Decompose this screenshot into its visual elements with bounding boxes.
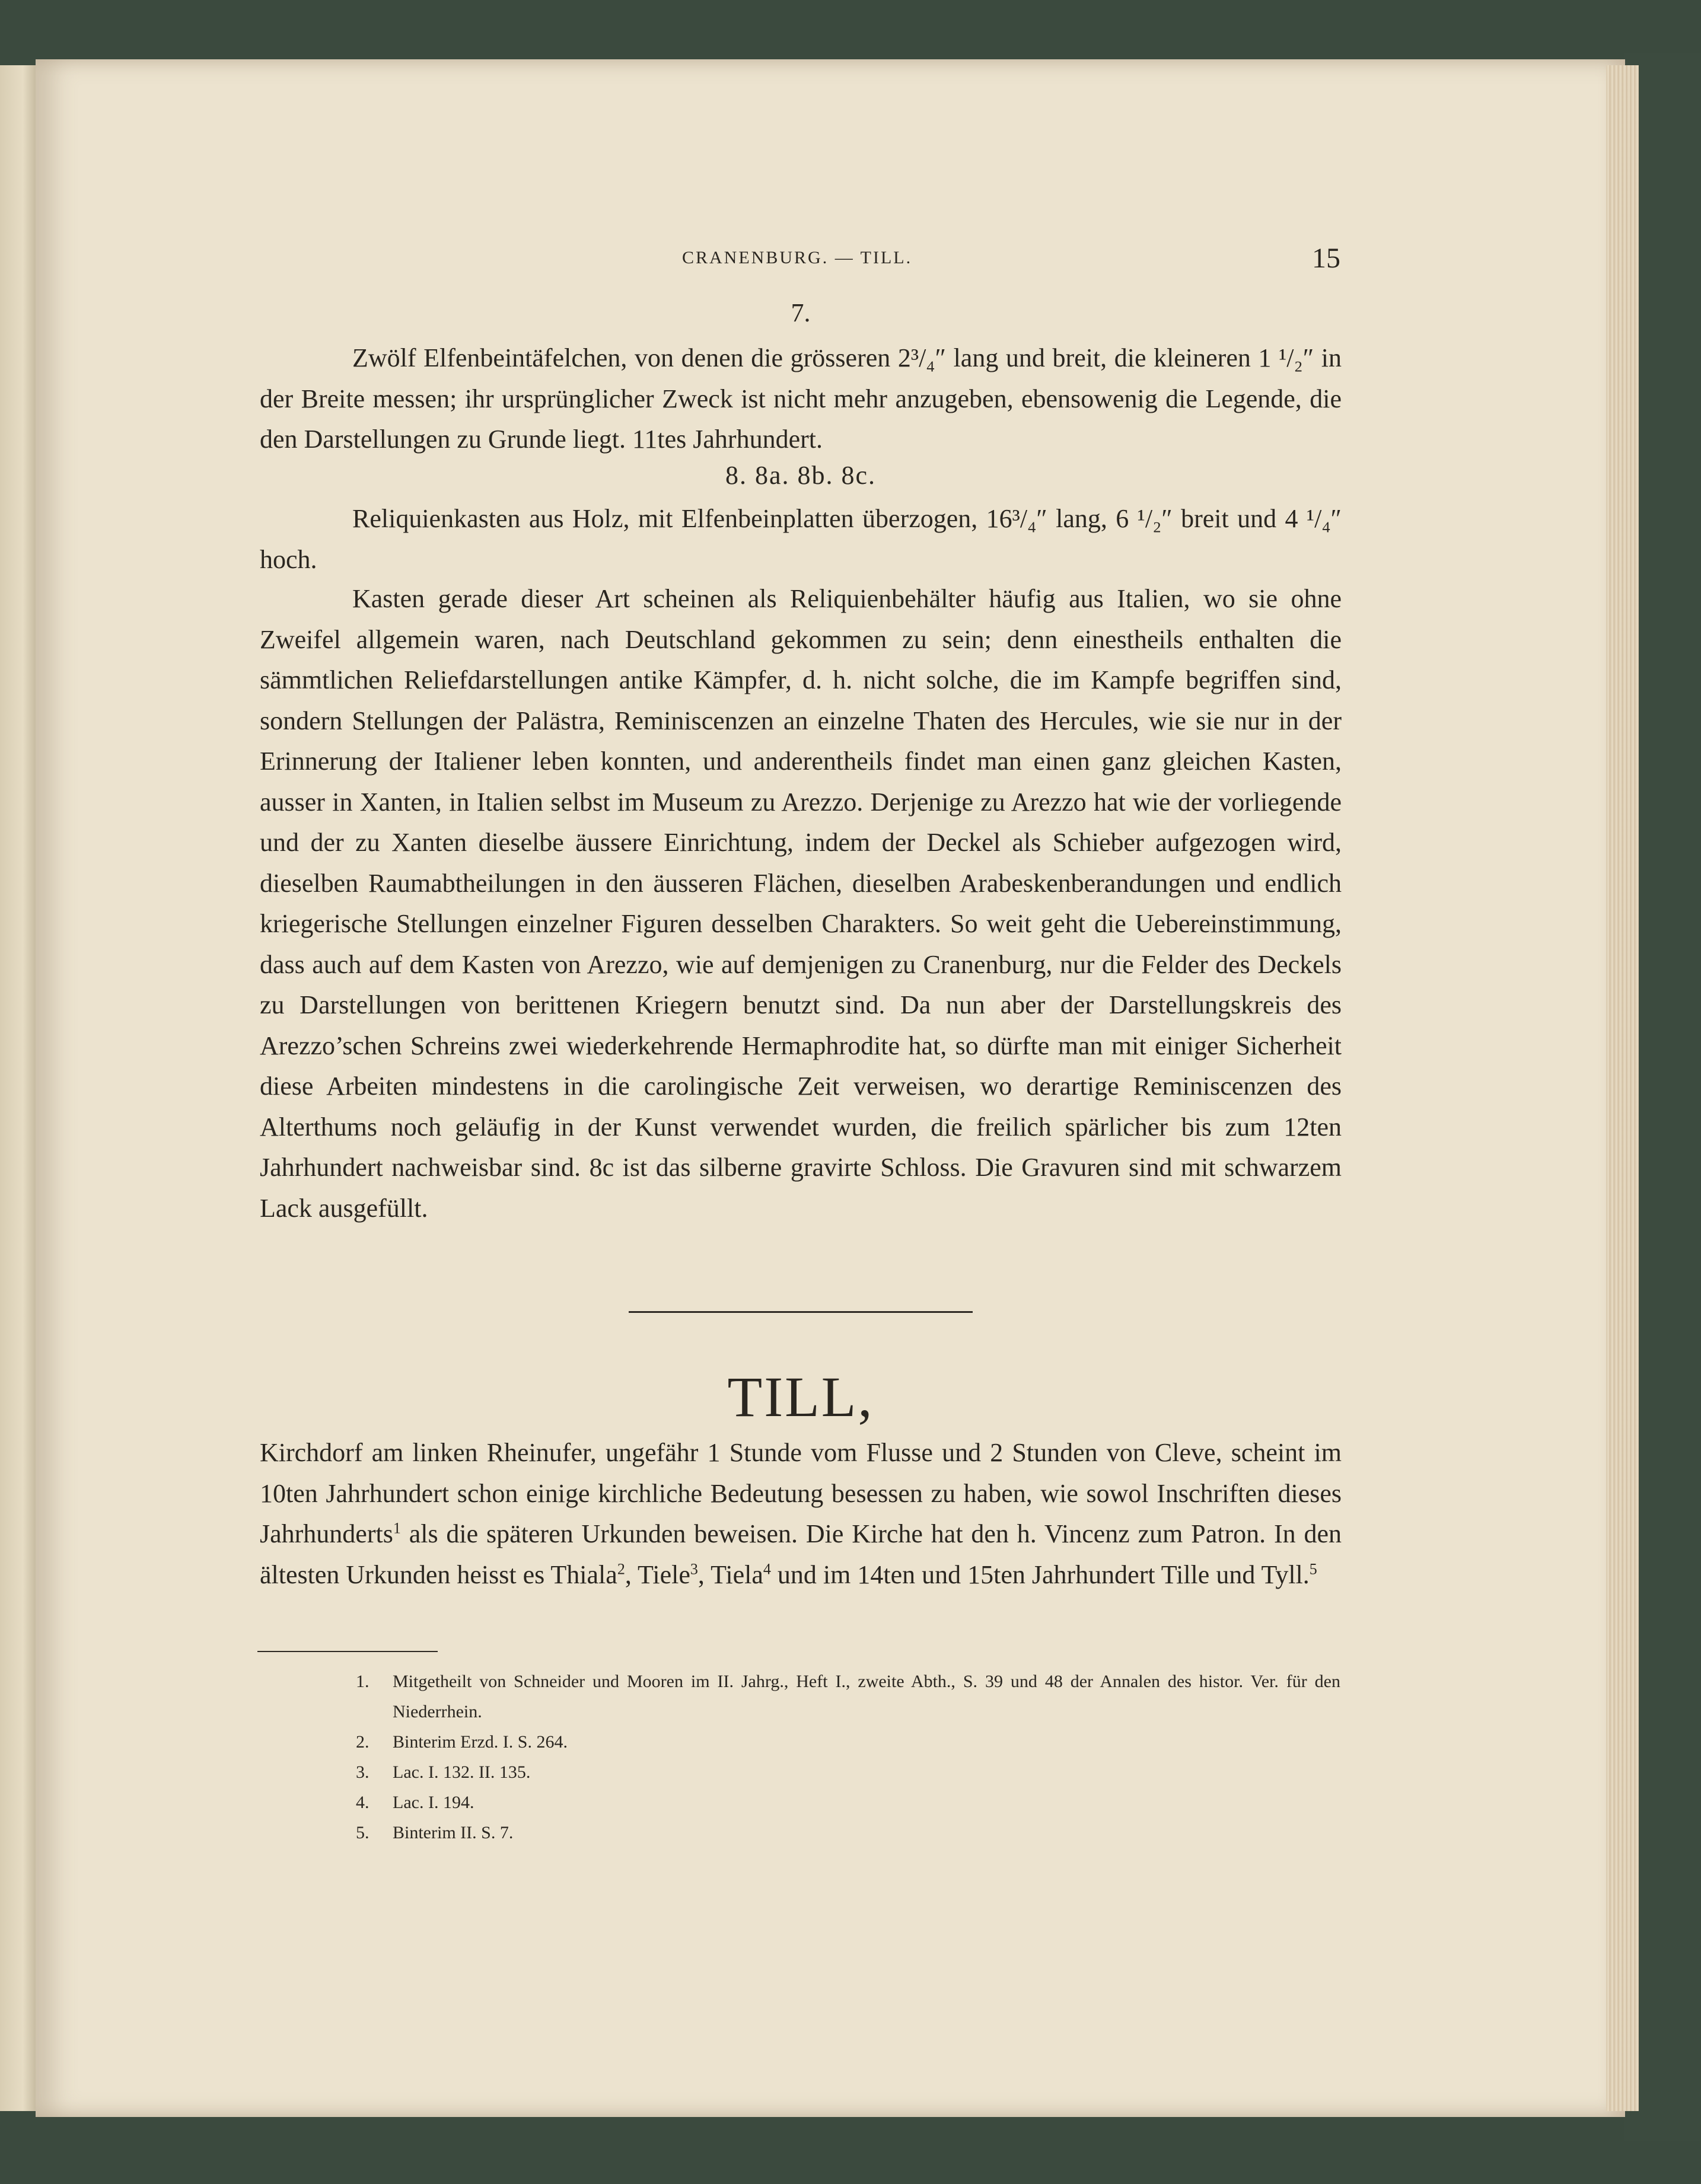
footnote xyxy=(356,1818,1340,1848)
footnote-ref-3[interactable]: 3 xyxy=(690,1560,698,1577)
footnote-number: 2. xyxy=(356,1732,369,1752)
running-head: CRANENBURG. — TILL. xyxy=(682,248,913,267)
entry-8-commentary: Kasten gerade dieser Art scheinen als Reliquienbehälter häufig aus Italien, wo sie ohne Zweifel allgemein waren, nach Deutschland gekommen zu sein; denn einestheils enthalten die sämmtlichen Reliefdarstellungen antike Kämpfer, d. h. nicht solche, die im Kampfe begriffen sind, sondern Stellungen der Palästra, Reminiscenzen an einzelne Thaten des Hercules, wie sie nur in der Erinnerung der Italiener leben konnten, und anderentheils findet man einen ganz gleichen Kasten, ausser in Xanten, in Italien selbst im Museum zu Arezzo. Derjenige zu Arezzo hat wie der vorliegende und der zu Xanten dieselbe äussere Einrichtung, indem der Deckel als Schieber aufgezogen wird, dieselben Raumabtheilungen in den äusseren Flächen, dieselben Arabeskenberandungen und endlich kriegerische Stellungen einzelner Figuren desselben Charakters. So weit geht die Uebereinstimmung, dass auch auf dem Kasten von Arezzo, wie auf demjenigen zu Cranenburg, nur die Felder des Deckels zu Darstellungen von berittenen Kriegern benutzt sind. Da nun aber der Darstellungskreis des Arezzo’schen Schreins zwei wiederkehrende Hermaphrodite hat, so dürfte man mit einiger Sicherheit diese Arbeiten mindestens in die carolingische Zeit verweisen, wo derartige Reminiscenzen des Alterthums noch geläufig in der Kunst verwendet wurden, die freilich spärlicher bis zum 12ten Jahrhundert nachweisbar sind. 8c ist das silberne gravirte Schloss. Die Gravuren sind mit schwarzem Lack ausgefüllt. xyxy=(260,584,1342,1223)
entry-8-text: Reliquienkasten aus Holz, mit Elfenbeinplatten überzogen, 16³/₄″ lang, 6 ¹/₂″ breit und 4 ¹/₄″ hoch. xyxy=(260,504,1342,574)
footnote-number: 3. xyxy=(356,1762,369,1782)
footnote-number: 5. xyxy=(356,1823,369,1842)
page-stack-edge xyxy=(1606,65,1639,2111)
footnote xyxy=(356,1727,1340,1757)
section-divider xyxy=(629,1311,973,1313)
footnote xyxy=(356,1666,1340,1727)
footnote xyxy=(356,1787,1340,1818)
footnotes xyxy=(356,1666,1340,1848)
footnote-ref-2[interactable]: 2 xyxy=(617,1560,625,1577)
section-text: Kirchdorf am linken Rheinufer, ungefähr 1 Stunde vom Flusse und 2 Stunden von Cleve, scheint im 10ten Jahrhundert schon einige kirchliche Bedeutung besessen zu haben, wie sowol Inschriften dieses Jahrhunderts$^1$ als die späteren Urkunden beweisen. Die Kirche hat den h. Vincenz zum Patron. In den ältesten Urkunden heisst es Thiala$^2$, Tiele$^3$, Tiela$^4$ und im 14ten und 15ten Jahrhundert Tille und Tyll.$^5$ xyxy=(260,1438,1342,1589)
footnote-ref-5[interactable]: 5 xyxy=(1309,1560,1317,1577)
entry-number-8: 8. 8a. 8b. 8c. xyxy=(725,461,877,490)
footnote-text: Binterim II. S. 7. xyxy=(393,1823,514,1842)
footnote-ref-1[interactable]: 1 xyxy=(393,1519,401,1537)
footnote-text: Lac. I. 194. xyxy=(393,1793,474,1812)
page-number: 15 xyxy=(1312,243,1340,274)
footnote-text: Binterim Erzd. I. S. 264. xyxy=(393,1732,568,1752)
footnote xyxy=(356,1757,1340,1787)
footnote-divider xyxy=(257,1651,438,1652)
footnote-text: Mitgetheilt von Schneider und Mooren im II. Jahrg., Heft I., zweite Abth., S. 39 und 48 der Annalen des histor. Ver. für den Niederrhein. xyxy=(393,1672,1340,1721)
footnote-number: 1. xyxy=(356,1672,369,1691)
entry-7-text: Zwölf Elfenbeintäfelchen, von denen die grösseren 2³/₄″ lang und breit, die kleineren 1 ¹/₂″ in der Breite messen; ihr ursprünglicher Zweck ist nicht mehr anzugeben, ebensowenig die Legende, die den Darstellungen zu Grunde liegt. 11tes Jahrhundert. xyxy=(260,343,1342,454)
footnote-text: Lac. I. 132. II. 135. xyxy=(393,1762,531,1782)
section-title: TILL, xyxy=(727,1365,874,1429)
footnote-number: 4. xyxy=(356,1793,369,1812)
footnote-ref-4[interactable]: 4 xyxy=(763,1560,771,1577)
entry-number-7: 7. xyxy=(791,298,811,327)
